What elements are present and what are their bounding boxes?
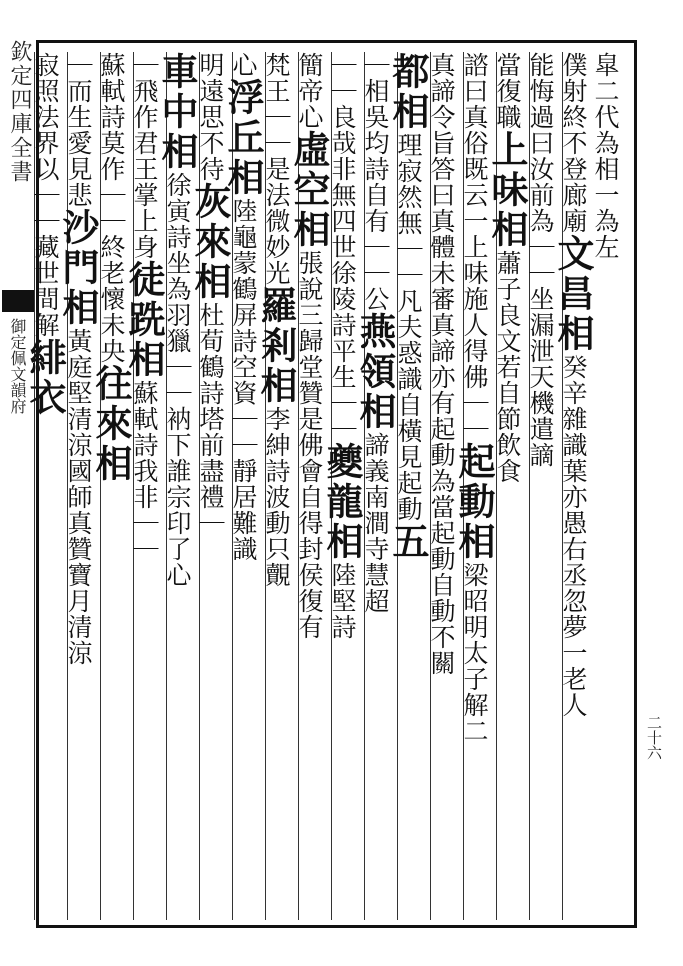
entry-text: 張說三歸堂贊是佛	[295, 250, 324, 458]
entry-text: 會自得封侯	[295, 458, 324, 588]
entry-text: ｜飛作君王掌上身	[130, 52, 159, 260]
entry-text: ｜｜靜居難識	[229, 406, 258, 562]
entry-text: 簡帝心	[295, 52, 324, 130]
entry-text: 蘇軾詩莫作｜｜	[97, 52, 126, 234]
text-column	[122, 52, 167, 920]
entry-heading: 五	[386, 522, 430, 562]
entry-text: ｜而生愛見悲	[64, 52, 93, 208]
text-column	[89, 52, 134, 920]
frame-right-border	[634, 40, 637, 928]
entry-text: 非無四世	[328, 156, 357, 260]
entry-text: 黃庭堅清涼國師真贊寶月清涼	[64, 328, 93, 666]
text-column	[427, 52, 464, 920]
text-column	[386, 52, 431, 920]
entry-text: 衲下誰宗印了心	[163, 406, 192, 588]
text-column	[320, 52, 365, 920]
entry-text: 明遠思不待	[196, 52, 225, 182]
entry-text: 蘇軾詩我非｜｜	[130, 380, 159, 562]
entry-text: ｜｜是法微妙光	[262, 104, 291, 286]
entry-text: 李紳詩波動只覿	[262, 406, 291, 588]
text-column	[221, 52, 266, 920]
book-title: 欽定四庫全書	[7, 40, 32, 184]
entry-text: 諮曰真俗既云一	[460, 52, 489, 234]
text-column	[526, 52, 563, 920]
entry-text: 僕射終不登廊廟	[559, 52, 588, 234]
entry-text: 上味施人得佛｜｜	[460, 234, 489, 442]
text-column	[591, 52, 628, 920]
entry-text: 陸龜蒙鶴屏詩空資	[229, 198, 258, 406]
entry-heading: 上味相	[485, 130, 529, 250]
entry-text: ｜相	[361, 52, 390, 104]
entry-text: 吳均詩自有｜｜公	[361, 104, 390, 312]
entry-heading: 車中相	[155, 52, 199, 172]
text-column	[254, 52, 299, 920]
sub-title: 御定佩文韻府	[8, 318, 27, 414]
entry-heading: 燕領相	[353, 312, 397, 432]
text-column	[188, 52, 233, 920]
entry-text: 曰汝前為	[526, 130, 555, 234]
entry-text: 皐二代為相一為左	[591, 52, 620, 260]
entry-text: 能悔過	[526, 52, 555, 130]
text-column	[155, 52, 200, 920]
entry-text: 當復職	[493, 52, 522, 130]
entry-text: 終老懷未央	[97, 234, 126, 364]
entry-heading: 徒跣相	[122, 260, 166, 380]
entry-heading: 往來相	[89, 364, 133, 484]
entry-heading: 灰來相	[188, 182, 232, 302]
entry-heading: 文昌相	[551, 234, 595, 354]
entry-text: 梁昭明太子解二	[460, 562, 489, 744]
entry-text: 梵王	[262, 52, 291, 104]
text-column	[551, 52, 596, 920]
entry-text: 徐寅詩坐為羽獵｜｜	[163, 172, 192, 406]
entry-text: 體未審真諦亦有起動為當起動自動不關	[427, 234, 456, 676]
text-column	[452, 52, 497, 920]
entry-text: 真諦令旨答曰真	[427, 52, 456, 234]
entry-heading: 浮丘相	[221, 78, 265, 198]
entry-text: 癸辛雜識葉亦愚右丞忽夢一老人	[559, 354, 588, 718]
entry-heading: 緋衣	[23, 338, 67, 418]
entry-text: 徐陵詩平生｜｜	[328, 260, 357, 442]
entry-heading: 沙門相	[56, 208, 100, 328]
entry-text: 杜荀鶴詩塔前盡禮｜	[196, 302, 225, 536]
text-column	[353, 52, 398, 920]
text-column	[23, 52, 68, 920]
entry-text: 蕭子良文若自節飲食	[493, 250, 522, 484]
entry-heading: 羅剎相	[254, 286, 298, 406]
text-column	[56, 52, 101, 920]
entry-text: ｜｜良哉	[328, 52, 357, 156]
entry-text: 寂照法界以｜｜藏世間解	[31, 52, 60, 338]
entry-text: 復有	[295, 588, 324, 640]
entry-heading: 虛空相	[287, 130, 331, 250]
text-column	[287, 52, 332, 920]
entry-heading: 起動相	[452, 442, 496, 562]
page-number: 二十六	[645, 715, 663, 760]
entry-text: 理寂然無｜｜凡夫惑識自橫見起動	[394, 132, 423, 522]
entry-heading: 都相	[386, 52, 430, 132]
text-column	[485, 52, 530, 920]
entry-text: 諦義南澗寺慧超	[361, 432, 390, 614]
entry-text: 心	[229, 52, 258, 78]
entry-heading: 夔龍相	[320, 442, 364, 562]
entry-text: ｜｜坐漏泄天機遣謫	[526, 234, 555, 468]
entry-text: 陸堅詩	[328, 562, 357, 640]
